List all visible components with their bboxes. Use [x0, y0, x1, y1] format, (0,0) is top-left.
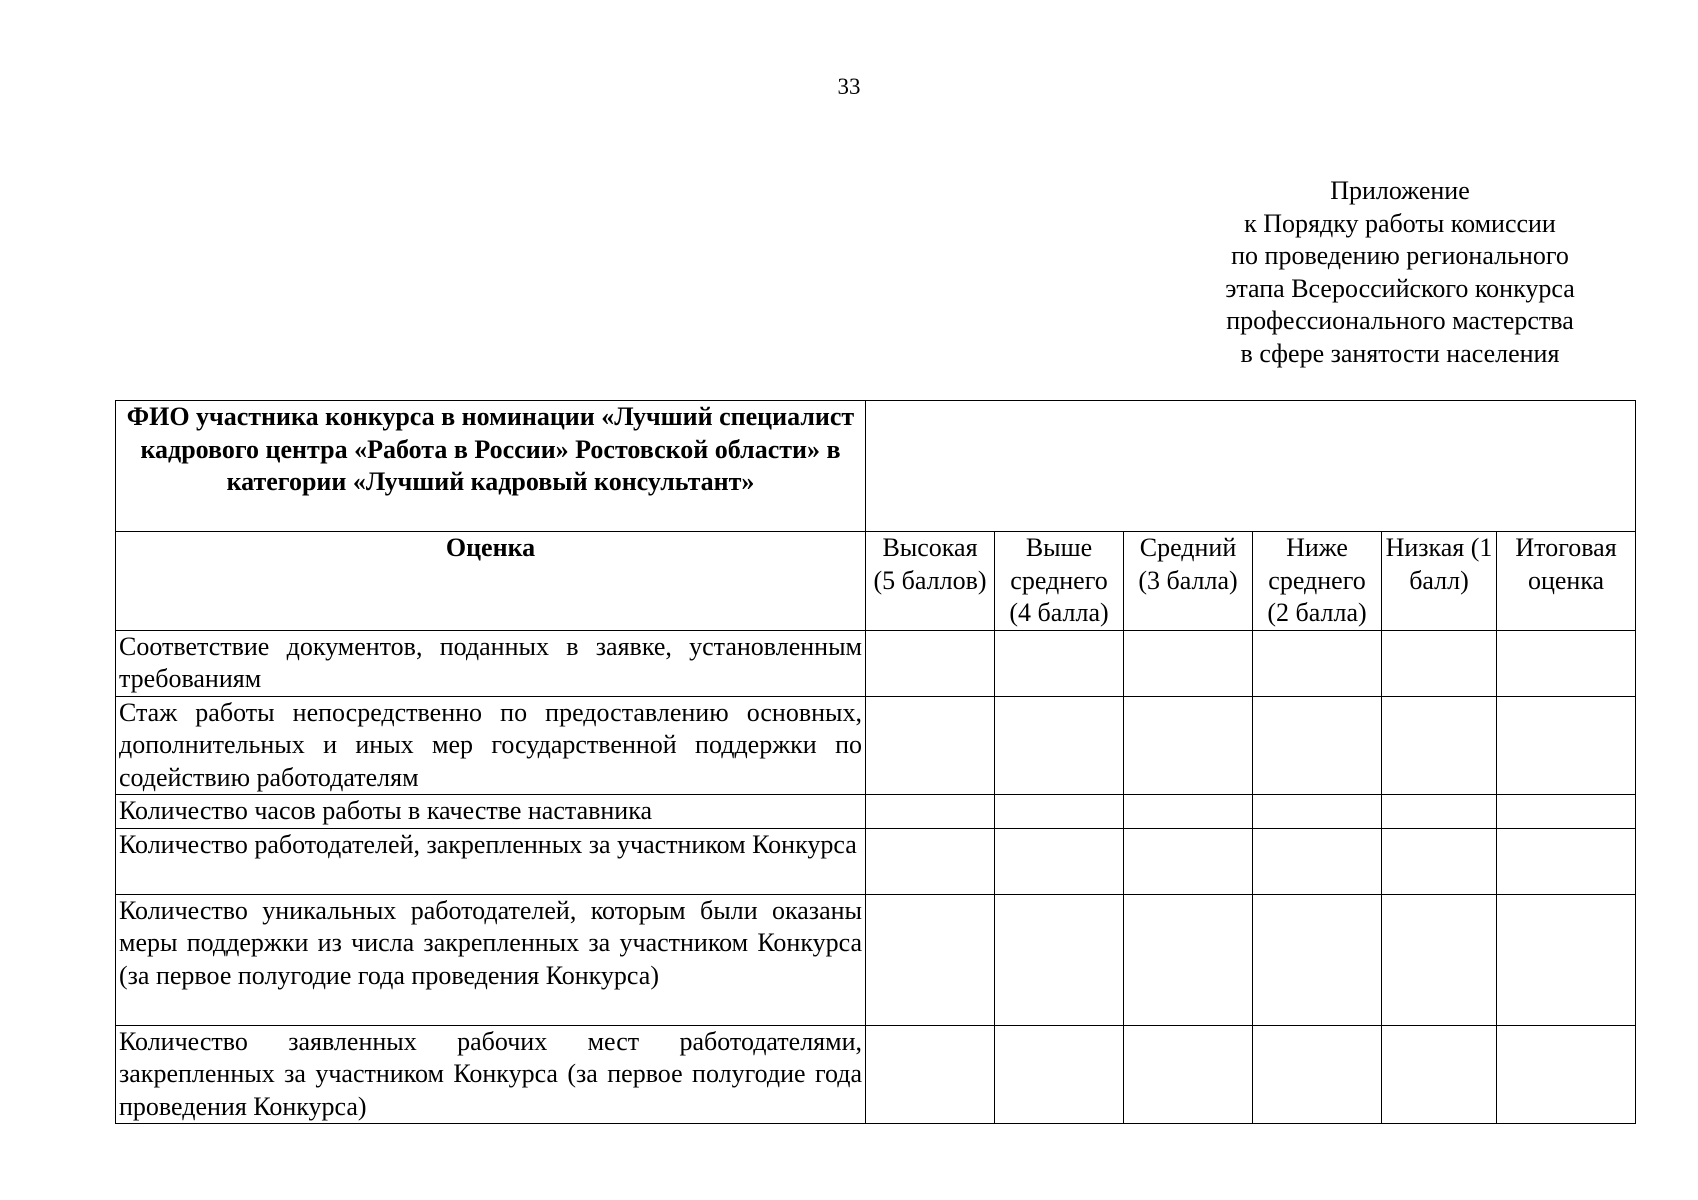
- criterion-row: [116, 1025, 1636, 1124]
- score-cell[interactable]: [995, 894, 1124, 1025]
- criterion-label: Соответствие документов, поданных в заявке, установленным требованиям: [116, 630, 866, 696]
- level-high: Высокая (5 баллов): [866, 532, 995, 631]
- total-cell[interactable]: [1497, 894, 1636, 1025]
- score-cell[interactable]: [1253, 795, 1382, 829]
- score-cell[interactable]: [1253, 828, 1382, 894]
- score-cell[interactable]: [995, 696, 1124, 795]
- score-cell[interactable]: [866, 1025, 995, 1124]
- total-cell[interactable]: [1497, 630, 1636, 696]
- score-cell[interactable]: [1124, 828, 1253, 894]
- score-cell[interactable]: [1253, 696, 1382, 795]
- score-cell[interactable]: [1124, 630, 1253, 696]
- score-cell[interactable]: [866, 795, 995, 829]
- total-cell[interactable]: [1497, 1025, 1636, 1124]
- appendix-line: в сфере занятости населения: [1240, 338, 1560, 368]
- level-total: Итоговая оценка: [1497, 532, 1636, 631]
- appendix-line: Приложение: [1330, 176, 1470, 205]
- appendix-line: этапа Всероссийского конкурса: [1225, 273, 1575, 303]
- criterion-row: [116, 630, 1636, 696]
- score-cell[interactable]: [1382, 1025, 1497, 1124]
- total-cell[interactable]: [1497, 828, 1636, 894]
- appendix-header: [1140, 175, 1660, 370]
- score-cell[interactable]: [995, 795, 1124, 829]
- score-cell[interactable]: [866, 894, 995, 1025]
- score-cell[interactable]: [1382, 894, 1497, 1025]
- appendix-line: к Порядку работы комиссии: [1244, 208, 1556, 238]
- score-cell[interactable]: [995, 1025, 1124, 1124]
- criterion-label: Количество уникальных работодателей, которым были оказаны меры поддержки из числа закрепленных за участником Конкурса (за первое полугодие года проведения Конкурса): [116, 894, 866, 1025]
- criterion-label: Количество работодателей, закрепленных за участником Конкурса: [116, 828, 866, 894]
- criterion-row: [116, 828, 1636, 894]
- score-cell[interactable]: [1124, 1025, 1253, 1124]
- total-cell[interactable]: [1497, 696, 1636, 795]
- total-cell[interactable]: [1497, 795, 1636, 829]
- criterion-row: [116, 795, 1636, 829]
- score-cell[interactable]: [1382, 828, 1497, 894]
- level-above-average: Выше среднего (4 балла): [995, 532, 1124, 631]
- criterion-row: [116, 894, 1636, 1025]
- assessment-table: [115, 400, 1636, 1124]
- score-cell[interactable]: [1124, 795, 1253, 829]
- score-cell[interactable]: [1382, 696, 1497, 795]
- score-cell[interactable]: [866, 696, 995, 795]
- appendix-line: профессионального мастерства: [1226, 306, 1574, 335]
- score-cell[interactable]: [1253, 630, 1382, 696]
- level-below-average: Ниже среднего (2 балла): [1253, 532, 1382, 631]
- page-number: 33: [837, 74, 861, 99]
- score-cell[interactable]: [1124, 894, 1253, 1025]
- participant-row: [116, 401, 1636, 532]
- score-cell[interactable]: [1382, 630, 1497, 696]
- score-cell[interactable]: [1382, 795, 1497, 829]
- score-cell[interactable]: [1124, 696, 1253, 795]
- grade-header-row: [116, 532, 1636, 631]
- score-cell[interactable]: [866, 630, 995, 696]
- participant-name-field[interactable]: [866, 401, 1636, 532]
- criterion-row: [116, 696, 1636, 795]
- score-cell[interactable]: [995, 828, 1124, 894]
- grade-title: Оценка: [116, 532, 866, 631]
- appendix-line: по проведению регионального: [1231, 241, 1569, 270]
- criterion-label: Количество заявленных рабочих мест работодателями, закрепленных за участником Конкурса (за первое полугодие года проведения Конкурса): [116, 1025, 866, 1124]
- participant-label: ФИО участника конкурса в номинации «Лучший специалист кадрового центра «Работа в России» Ростовской области» в категории «Лучший кадровый консультант»: [116, 401, 866, 532]
- criterion-label: Количество часов работы в качестве наставника: [116, 795, 866, 829]
- score-cell[interactable]: [995, 630, 1124, 696]
- score-cell[interactable]: [1253, 894, 1382, 1025]
- level-average: Средний (3 балла): [1124, 532, 1253, 631]
- level-low: Низкая (1 балл): [1382, 532, 1497, 631]
- score-cell[interactable]: [1253, 1025, 1382, 1124]
- criterion-label: Стаж работы непосредственно по предоставлению основных, дополнительных и иных мер государственной поддержки по содействию работодателям: [116, 696, 866, 795]
- score-cell[interactable]: [866, 828, 995, 894]
